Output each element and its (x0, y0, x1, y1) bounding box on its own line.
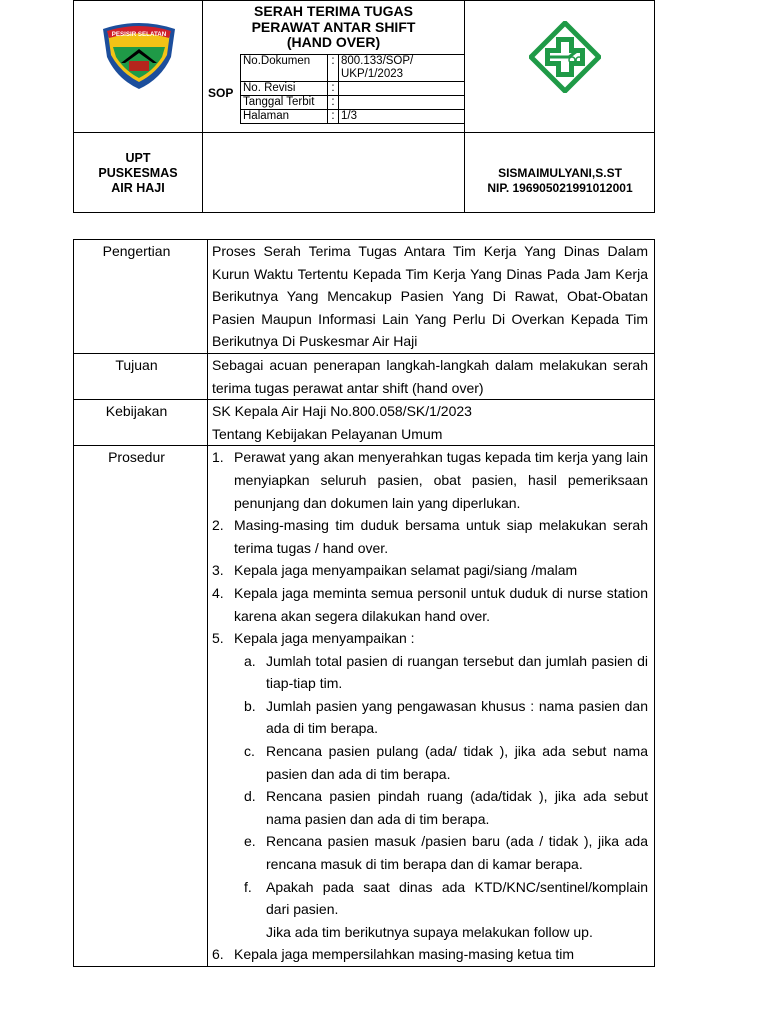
row-label: Prosedur (74, 446, 208, 967)
procedure-step (212, 582, 648, 627)
substep-letter: c. (244, 743, 255, 760)
row-tujuan (74, 353, 655, 399)
org-line: PUSKESMAS (98, 166, 178, 180)
kebijakan-line: Tentang Kebijakan Pelayanan Umum (212, 425, 443, 442)
signer-name: SISMAIMULYANI,S.ST (498, 166, 622, 180)
sop-content-table (73, 239, 655, 967)
step-number: 2. (212, 517, 224, 534)
org-line: AIR HAJI (111, 181, 165, 195)
step-text: Perawat yang akan menyerahkan tugas kepada tim kerja yang lain menyiapkan seluruh pasien, obat pasien, hasil pemeriksaan penunjang dan dokumen lain yang diperlukan. (234, 449, 648, 511)
step-number: 4. (212, 584, 224, 601)
substep-text: Rencana pasien pulang (ada/ tidak ), jika ada sebut nama pasien dan ada di tim berapa. (266, 743, 648, 782)
substep-letter: b. (244, 697, 256, 714)
substep-text: Jumlah pasien yang pengawasan khusus : nama pasien dan ada di tim berapa. (266, 697, 648, 737)
step-text: Kepala jaga menyampaikan : (234, 630, 415, 647)
step-text: Kepala jaga mempersilahkan masing-masing ketua tim (234, 946, 575, 963)
row-kebijakan (74, 400, 655, 446)
tujuan-text: Sebagai acuan penerapan langkah-langkah dalam melakukan serah terima tugas perawat antar shift (hand over) (212, 356, 648, 396)
signer-block (465, 166, 655, 195)
meta-row (241, 96, 465, 110)
substep-letter: a. (244, 652, 256, 669)
row-pengertian (74, 240, 655, 354)
logo-left-text: PESISIR SELATAN (111, 31, 167, 38)
step-number: 1. (212, 449, 224, 466)
header-divider (74, 132, 655, 133)
meta-value: 800.133/SOP/ UKP/1/2023 (339, 55, 465, 82)
meta-row (241, 55, 465, 82)
row-prosedur (74, 446, 655, 967)
procedure-substep (212, 695, 648, 740)
meta-key: No.Dokumen (241, 55, 328, 82)
organization-name (74, 151, 202, 196)
puskesmas-logo (529, 21, 601, 98)
procedure-step (212, 446, 648, 514)
substep-text: Rencana pasien pindah ruang (ada/tidak ), jika ada sebut nama pasien dan ada di tim berapa. (266, 788, 648, 827)
step-text: Kepala jaga menyampaikan selamat pagi/siang /malam (234, 562, 578, 579)
row-label: Pengertian (74, 240, 208, 354)
pesisir-selatan-logo (99, 23, 179, 96)
meta-colon: : (328, 55, 339, 82)
sop-header (73, 0, 655, 213)
title-line: PERAWAT ANTAR SHIFT (251, 18, 416, 35)
step-number: 5. (212, 630, 224, 647)
step-text: Masing-masing tim duduk bersama untuk siap melakukan serah terima tugas / hand over. (234, 517, 648, 556)
sop-label: SOP (208, 86, 234, 100)
meta-key: Halaman (241, 110, 328, 124)
row-label: Tujuan (74, 353, 208, 399)
signer-nip: NIP. 196905021991012001 (487, 180, 633, 195)
meta-key: No. Revisi (241, 82, 328, 96)
procedure-substep (212, 650, 648, 695)
procedure-substep (212, 740, 648, 785)
substep-note: Jika ada tim berikutnya supaya melakukan follow up. (266, 923, 593, 940)
kebijakan-line: SK Kepala Air Haji No.800.058/SK/1/2023 (212, 403, 472, 420)
meta-row (241, 110, 465, 124)
substep-letter: f. (244, 878, 252, 895)
row-value (208, 240, 655, 354)
procedure-step (212, 943, 648, 966)
step-number: 6. (212, 946, 224, 963)
row-value (208, 400, 655, 446)
step-number: 3. (212, 562, 224, 579)
substep-text: Jumlah total pasien di ruangan tersebut dan jumlah pasien di tiap-tiap tim. (266, 652, 648, 692)
document-meta-table (240, 54, 465, 124)
meta-colon: : (328, 82, 339, 96)
procedure-substep (212, 830, 648, 875)
row-value (208, 446, 655, 967)
title-line: (HAND OVER) (286, 34, 381, 50)
substep-text: Rencana pasien masuk /pasien baru (ada / tidak ), jika ada rencana masuk di tim berapa dan di kamar berapa. (266, 833, 648, 873)
document-title (203, 4, 464, 51)
meta-key: Tanggal Terbit (241, 96, 328, 110)
meta-row (241, 82, 465, 96)
sop-content (73, 239, 655, 967)
meta-colon: : (328, 110, 339, 124)
title-line: SERAH TERIMA TUGAS (254, 3, 413, 19)
meta-value (339, 96, 465, 110)
org-line: UPT (125, 151, 151, 165)
procedure-substep (212, 785, 648, 830)
step-text: Kepala jaga meminta semua personil untuk duduk di nurse station karena akan segera dilakukan hand over. (234, 584, 648, 624)
substep-letter: e. (244, 833, 256, 850)
meta-colon: : (328, 96, 339, 110)
substep-text: Apakah pada saat dinas ada KTD/KNC/sentinel/komplain dari pasien. (266, 878, 648, 918)
meta-value (339, 82, 465, 96)
row-value (208, 353, 655, 399)
row-label: Kebijakan (74, 400, 208, 446)
meta-value: 1/3 (339, 110, 465, 124)
procedure-step (212, 559, 648, 582)
procedure-step (212, 514, 648, 559)
pengertian-text: Proses Serah Terima Tugas Antara Tim Kerja Yang Dinas Dalam Kurun Waktu Tertentu Kepada Tim Kerja Yang Dinas Pada Jam Kerja Berikutnya Yang Mencakup Pasien Yang Di Rawat, Obat-Obatan Pasien Maupun Informasi Lain Yang Perlu Di Overkan Kepada Tim Berikutnya Di Puskesmar Air Haji (212, 243, 648, 350)
procedure-substep (212, 876, 648, 921)
substep-letter: d. (244, 788, 256, 805)
procedure-step (212, 627, 648, 650)
